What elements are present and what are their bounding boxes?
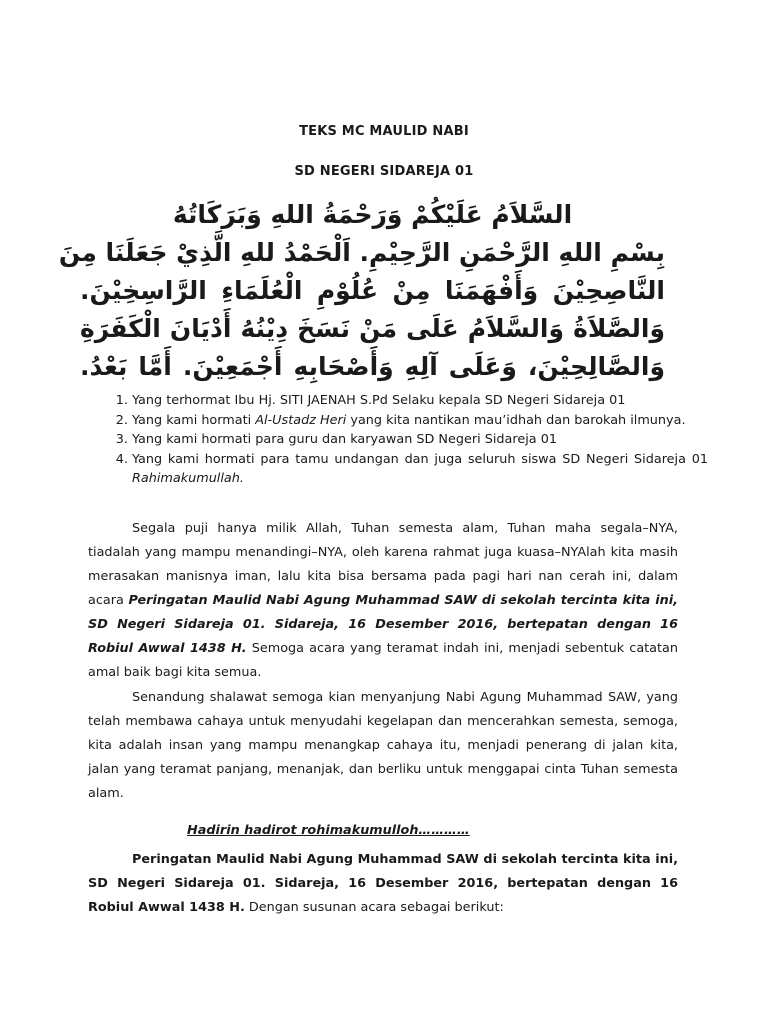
speaker-name: Al-Ustadz Heri [255, 412, 347, 428]
list-item: 2. Yang kami hormati Al-Ustadz Heri yang kita nantikan mau’idhah dan barokah ilmunya. [132, 411, 708, 431]
arabic-line-4: وَالصَّلاَةُ وَالسَّلاَمُ عَلَى مَنْ نَسَخَ دِيْنُهُ أَدْيَانَ الْكَفَرَةِ [80, 314, 665, 343]
shalawat-paragraph: Senandung shalawat semoga kian menyanjung Nabi Agung Muhammad SAW, yang telah membawa cahaya untuk menyudahi kegelapan dan mencerahkan semesta, semoga, kita adalah insan yang mampu menangkap cahaya itu, menjadi penerang di jalan kita, jalan yang teramat panjang, menanjak, dan berliku untuk menggapai cinta Tuhan semesta alam. [88, 690, 678, 801]
event-name: Peringatan Maulid Nabi Agung Muhammad SAW di sekolah tercinta kita ini, SD Negeri Sidareja 01. Sidareja, 16 Desember 2016, bertepatan dengan 16 Robiul Awwal 1438 H. [88, 852, 678, 915]
opening-paragraph: Segala puji hanya milik Allah, Tuhan semesta alam, Tuhan maha segala–NYA, tiadalah yang mampu menandingi–NYA, oleh karena rahmat juga kuasa–NYAlah kita masih merasakan manisnya iman, lalu kita bisa bersama pada pagi hari nan cerah ini, dalam acara Peringatan Maulid Nabi Agung Muhammad SAW di sekolah tercinta kita ini, SD Negeri Sidareja 01. Sidareja, 16 Desember 2016, bertepatan dengan 16 Robiul Awwal 1438 H. Semoga acara yang teramat indah ini, menjadi sebentuk catatan amal baik bagi kita semua. [88, 521, 679, 680]
hadirin-greeting: Hadirin hadirot rohimakumulloh………… [187, 823, 470, 838]
list-item: 1. Yang terhormat Ibu Hj. SITI JAENAH S.Pd Selaku kepala SD Negeri Sidareja 01 [132, 391, 708, 411]
honorifics-list [102, 391, 708, 489]
arabic-line-3: النَّاصِحِيْنَ وَأَفْهَمَنَا مِنْ عُلُوْمِ الْعُلَمَاءِ الرَّاسِخِيْنَ. [80, 276, 665, 305]
event-name: Peringatan Maulid Nabi Agung Muhammad SAW di sekolah tercinta kita ini, SD Negeri Sidareja 01. Sidareja, 16 Desember 2016, bertepatan dengan 16 Robiul Awwal 1438 H. [88, 593, 679, 656]
arabic-line-2: بِسْمِ اللهِ الرَّحْمَنِ الرَّحِيْمِ. اَلْحَمْدُ للهِ الَّذِيْ جَعَلَنَا مِنَ [58, 238, 665, 267]
agenda-intro-paragraph: Peringatan Maulid Nabi Agung Muhammad SAW di sekolah tercinta kita ini, SD Negeri Sidareja 01. Sidareja, 16 Desember 2016, bertepatan dengan 16 Robiul Awwal 1438 H. Dengan susunan acara sebagai berikut: [88, 852, 678, 915]
document-title: TEKS MC MAULID NABI [299, 124, 469, 139]
arabic-greeting: السَّلاَمُ عَلَيْكُمْ وَرَحْمَةُ اللهِ وَبَرَكَاتُهُ [172, 200, 573, 229]
list-item: 3. Yang kami hormati para guru dan karyawan SD Negeri Sidareja 01 [132, 430, 708, 450]
arabic-line-5: وَالصَّالِحِيْنَ، وَعَلَى آلِهِ وَأَصْحَابِهِ أَجْمَعِيْنَ. أَمَّا بَعْدُ. [80, 352, 665, 381]
school-name: SD NEGERI SIDAREJA 01 [294, 164, 474, 179]
list-item: 4. Yang kami hormati para tamu undangan dan juga seluruh siswa SD Negeri Sidareja 01 Rahimakumullah. [132, 450, 708, 489]
